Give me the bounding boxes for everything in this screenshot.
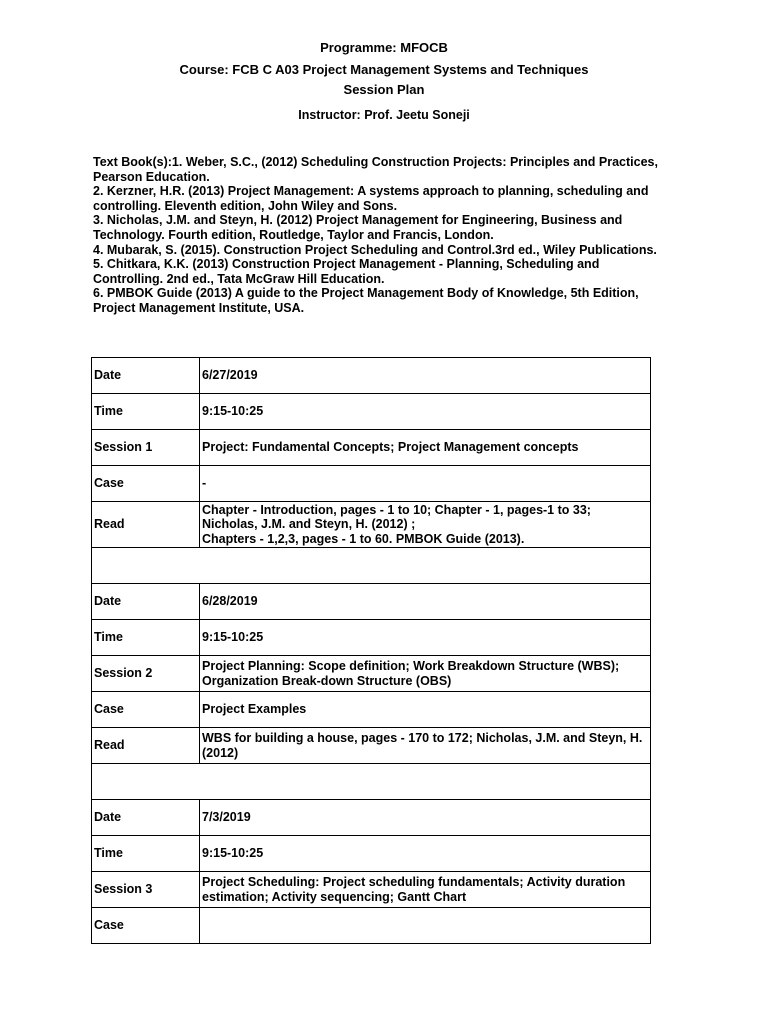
- time-label: Time: [92, 836, 200, 872]
- date-label: Date: [92, 358, 200, 394]
- spacer-row: [92, 764, 651, 800]
- instructor-heading: Instructor: Prof. Jeetu Soneji: [298, 108, 470, 122]
- session-table: [91, 357, 651, 944]
- table-row: [92, 502, 651, 548]
- table-row: [92, 656, 651, 692]
- spacer-cell: [92, 764, 651, 800]
- table-row: [92, 358, 651, 394]
- table-row: [92, 800, 651, 836]
- time-value: 9:15-10:25: [200, 620, 651, 656]
- session-topic: Project: Fundamental Concepts; Project Management concepts: [200, 430, 651, 466]
- session-topic: Project Scheduling: Project scheduling fundamentals; Activity duration estimation; Activity sequencing; Gantt Chart: [200, 872, 651, 908]
- session-label: Session 2: [92, 656, 200, 692]
- textbook-item: 2. Kerzner, H.R. (2013) Project Management: A systems approach to planning, scheduling and controlling. Eleventh edition, John Wiley and Sons.: [93, 184, 649, 213]
- read-value: [200, 502, 651, 548]
- session-plan-heading: Session Plan: [343, 82, 425, 97]
- textbook-item: Text Book(s):1. Weber, S.C., (2012) Scheduling Construction Projects: Principles and Practices, Pearson Education.: [93, 155, 658, 184]
- table-row: [92, 872, 651, 908]
- case-value: -: [200, 466, 651, 502]
- case-value: Project Examples: [200, 692, 651, 728]
- date-value: 6/27/2019: [200, 358, 651, 394]
- session-label: Session 3: [92, 872, 200, 908]
- table-row: [92, 430, 651, 466]
- date-value: 7/3/2019: [200, 800, 651, 836]
- textbook-item: 6. PMBOK Guide (2013) A guide to the Project Management Body of Knowledge, 5th Edition, Project Management Institute, USA.: [93, 286, 639, 315]
- read-label: Read: [92, 502, 200, 548]
- spacer-cell: [92, 548, 651, 584]
- read-label: Read: [92, 728, 200, 764]
- spacer-row: [92, 548, 651, 584]
- programme-heading: Programme: MFOCB: [320, 40, 448, 55]
- time-label: Time: [92, 394, 200, 430]
- table-row: [92, 728, 651, 764]
- session-topic: Project Planning: Scope definition; Work Breakdown Structure (WBS); Organization Break-down Structure (OBS): [200, 656, 651, 692]
- time-value: 9:15-10:25: [200, 836, 651, 872]
- table-row: [92, 620, 651, 656]
- read-value: WBS for building a house, pages - 170 to 172; Nicholas, J.M. and Steyn, H. (2012): [200, 728, 651, 764]
- table-row: [92, 466, 651, 502]
- course-heading: Course: FCB C A03 Project Management Systems and Techniques: [179, 62, 589, 77]
- read-line: Chapter - Introduction, pages - 1 to 10; Chapter - 1, pages-1 to 33;: [202, 502, 591, 517]
- table-row: [92, 908, 651, 944]
- case-label: Case: [92, 908, 200, 944]
- table-row: [92, 836, 651, 872]
- time-value: 9:15-10:25: [200, 394, 651, 430]
- date-label: Date: [92, 800, 200, 836]
- date-label: Date: [92, 584, 200, 620]
- case-value: [200, 908, 651, 944]
- read-line: Nicholas, J.M. and Steyn, H. (2012) ;: [202, 517, 416, 532]
- table-row: [92, 394, 651, 430]
- textbook-item: 4. Mubarak, S. (2015). Construction Project Scheduling and Control.3rd ed., Wiley Publications.: [93, 242, 657, 257]
- table-row: [92, 692, 651, 728]
- date-value: 6/28/2019: [200, 584, 651, 620]
- textbook-item: 3. Nicholas, J.M. and Steyn, H. (2012) Project Management for Engineering, Business and Technology. Fourth edition, Routledge, Taylor and Francis, London.: [93, 213, 623, 242]
- session-label: Session 1: [92, 430, 200, 466]
- table-row: [92, 584, 651, 620]
- textbook-item: 5. Chitkara, K.K. (2013) Construction Project Management - Planning, Scheduling and Controlling. 2nd ed., Tata McGraw Hill Education.: [93, 257, 600, 286]
- case-label: Case: [92, 466, 200, 502]
- time-label: Time: [92, 620, 200, 656]
- case-label: Case: [92, 692, 200, 728]
- read-line: Chapters - 1,2,3, pages - 1 to 60. PMBOK Guide (2013).: [202, 531, 525, 546]
- textbook-list: [93, 155, 663, 316]
